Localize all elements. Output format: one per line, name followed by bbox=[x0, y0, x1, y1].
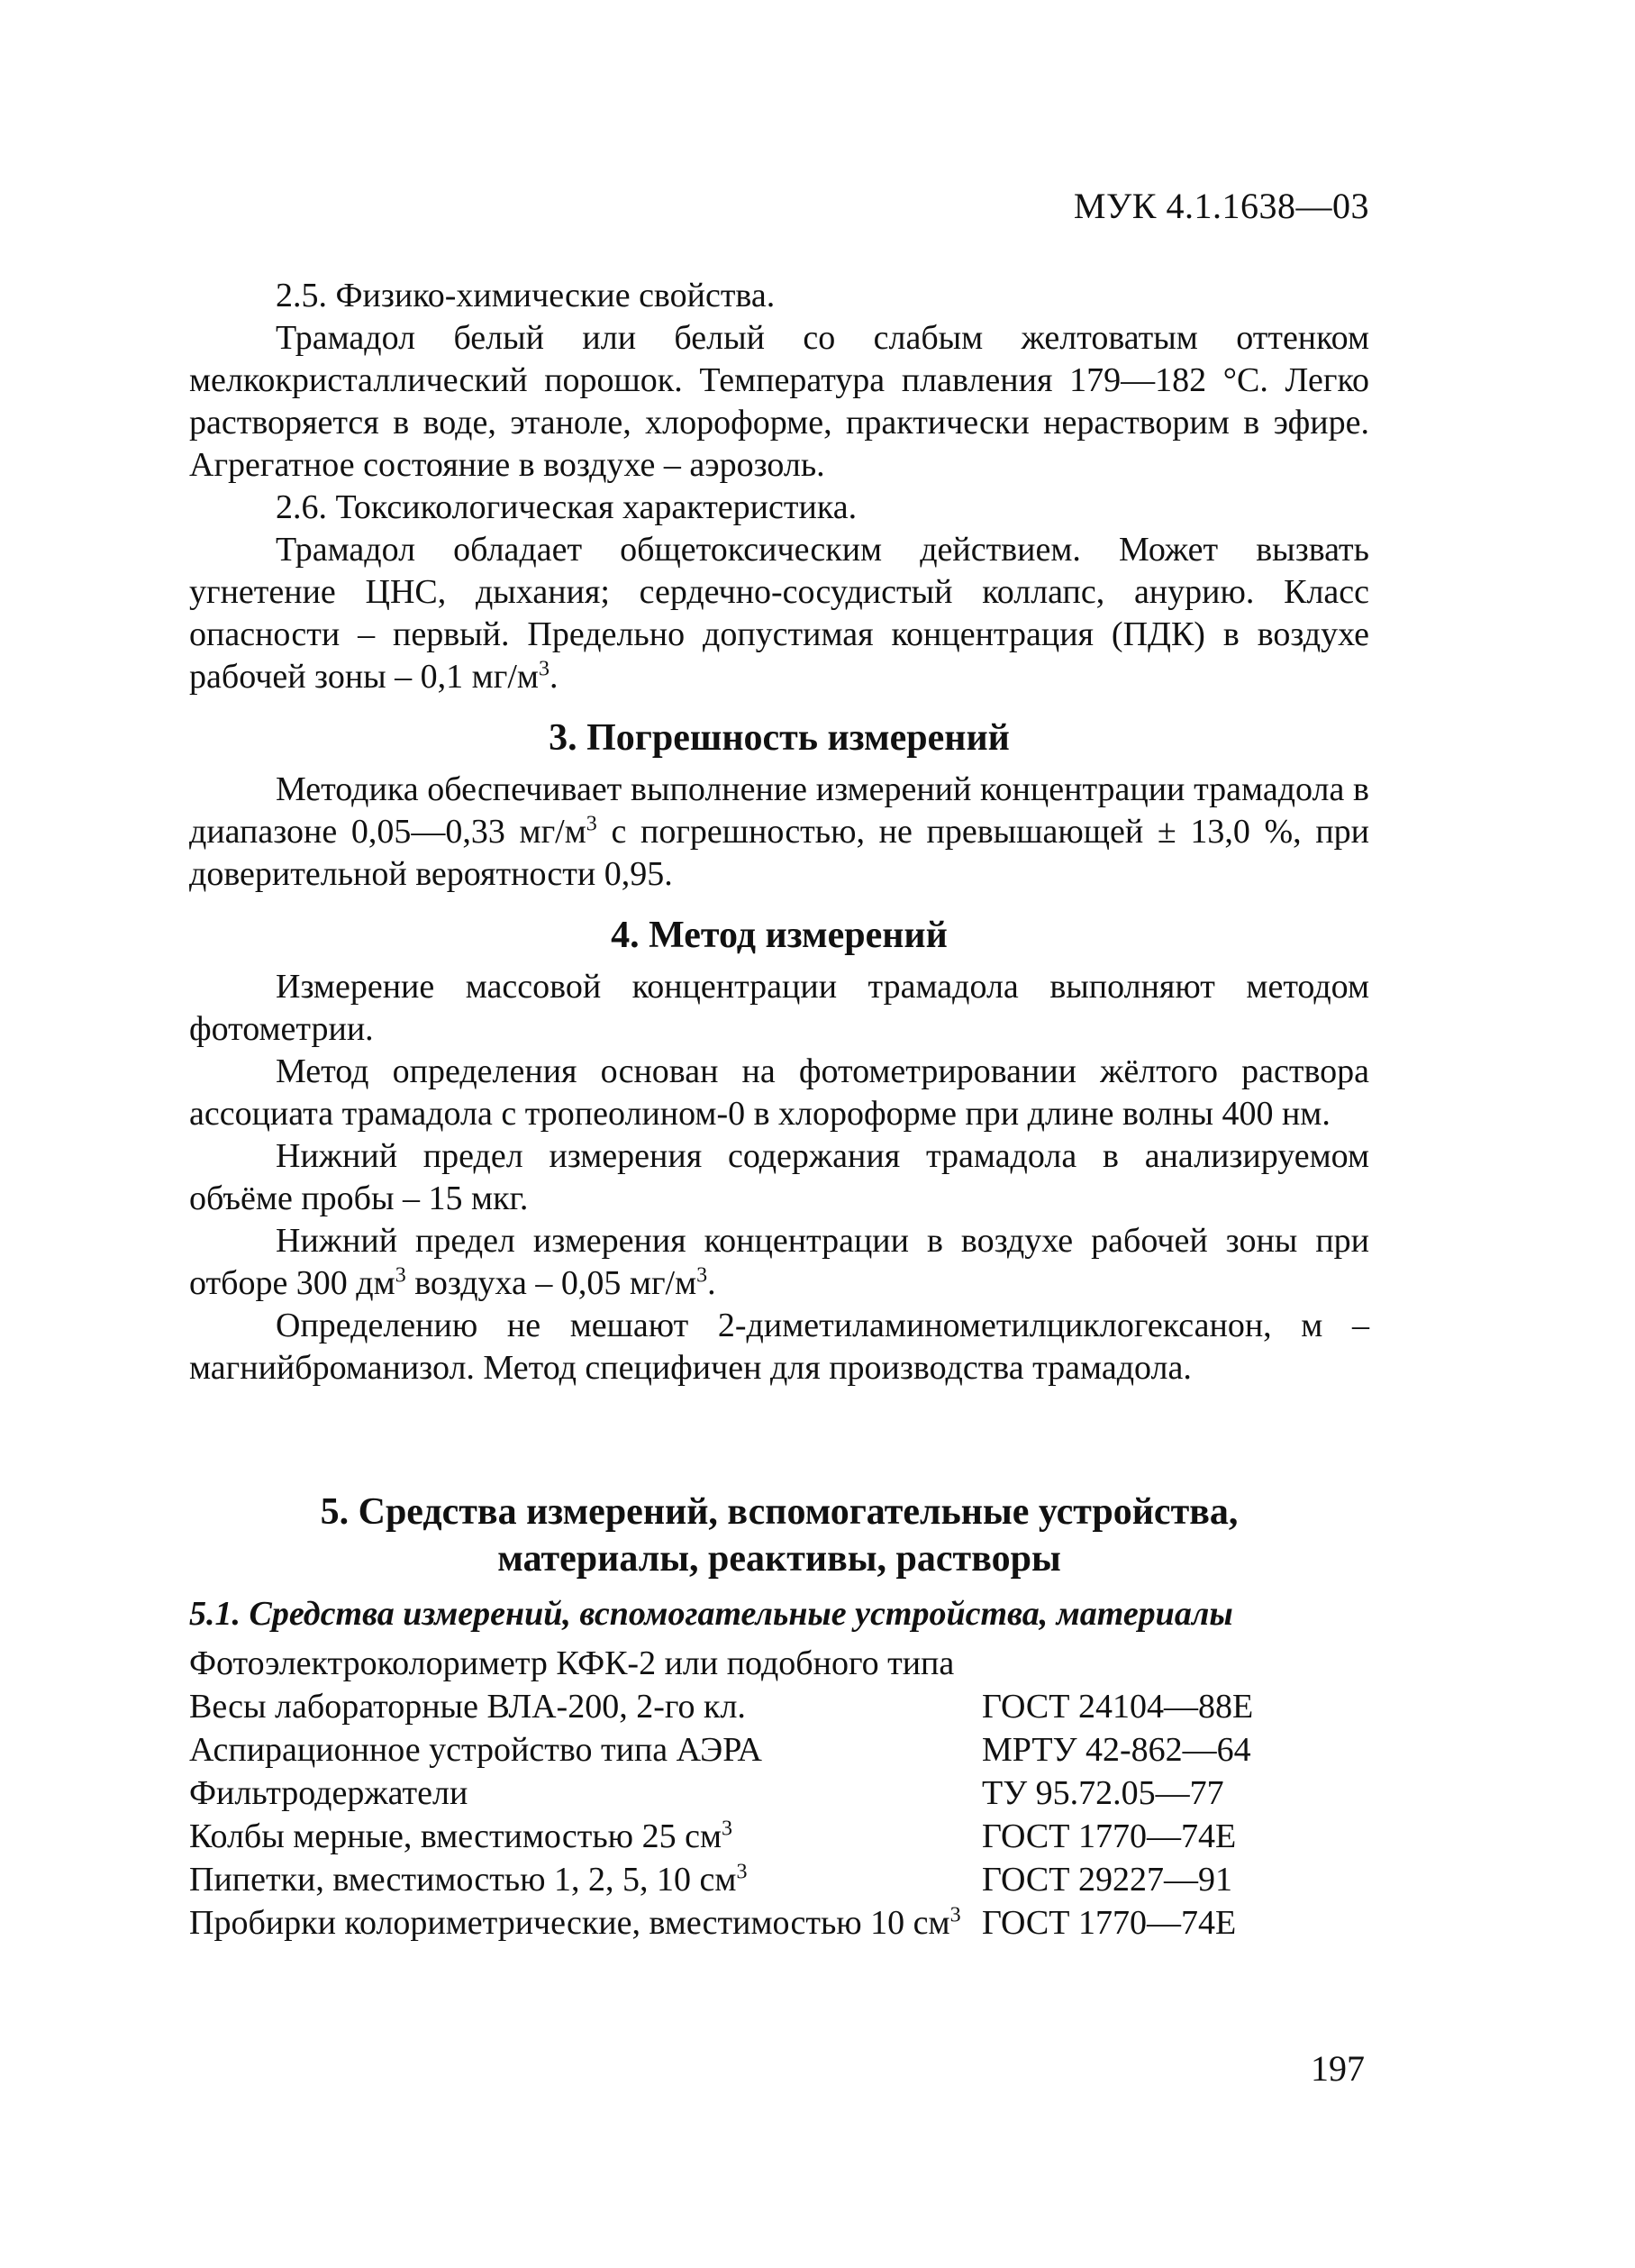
superscript: 3 bbox=[949, 1903, 961, 1927]
section-4-paragraph-3: Нижний предел измерения содержания трамадола в анализируемом объёме пробы – 15 мкг. bbox=[189, 1137, 1369, 1217]
equipment-name: Колбы мерные, вместимостью 25 см bbox=[189, 1817, 722, 1855]
equipment-row bbox=[189, 1728, 1369, 1772]
section-5-heading bbox=[189, 1489, 1369, 1582]
section-2-6-text-end: . bbox=[549, 658, 559, 696]
equipment-name: Весы лабораторные ВЛА-200, 2-го кл. bbox=[189, 1688, 746, 1726]
equipment-name-cell bbox=[189, 1728, 982, 1772]
superscript: 3 bbox=[586, 812, 597, 836]
equipment-row bbox=[189, 1858, 1369, 1901]
section-4-paragraph-5: Определению не мешают 2-диметиламинометилциклогексанон, м – магнийброманизол. Метод специфичен для производства трамадола. bbox=[189, 1307, 1369, 1387]
equipment-name-cell bbox=[189, 1815, 982, 1858]
section-2-6-text bbox=[189, 529, 1369, 698]
superscript: 3 bbox=[722, 1817, 732, 1841]
section-4-paragraph-2: Метод определения основан на фотометрировании жёлтого раствора ассоциата трамадола с тропеолином-0 в хлороформе при длине волны 400 нм. bbox=[189, 1052, 1369, 1133]
equipment-standard bbox=[982, 1642, 1369, 1685]
equipment-row bbox=[189, 1772, 1369, 1815]
equipment-name-cell bbox=[189, 1901, 982, 1945]
section-5-heading-line-1: 5. Средства измерений, вспомогательные устройства, bbox=[320, 1491, 1239, 1533]
equipment-name: Аспирационное устройство типа АЭРА bbox=[189, 1731, 762, 1769]
equipment-standard: ГОСТ 1770—74Е bbox=[982, 1904, 1237, 1942]
equipment-standard: ТУ 95.72.05—77 bbox=[982, 1774, 1224, 1812]
equipment-name: Пробирки колориметрические, вместимостью 10 см bbox=[189, 1904, 950, 1942]
section-2-5-text: Трамадол белый или белый со слабым желтоватым оттенком мелкокристаллический порошок. Температура плавления 179—182 °С. Легко растворяется в воде, этаноле, хлороформе, практически нерастворим в эфире. Агрегатное состояние в воздухе – аэрозоль. bbox=[189, 319, 1369, 484]
equipment-standard: МРТУ 42-862—64 bbox=[982, 1731, 1251, 1769]
section-5-block bbox=[189, 1489, 1369, 1945]
equipment-name: Фильтродержатели bbox=[189, 1774, 468, 1812]
superscript: 3 bbox=[696, 1263, 708, 1288]
equipment-name: Фотоэлектроколориметр КФК-2 или подобного типа bbox=[189, 1644, 955, 1682]
section-2-6-text-main: Трамадол обладает общетоксическим действием. Может вызвать угнетение ЦНС, дыхания; сердечно-сосудистый коллапс, анурию. Класс опасности – первый. Предельно допустимая концентрация (ПДК) в воздухе рабочей зоны – 0,1 мг/м bbox=[189, 531, 1369, 696]
main-text-block bbox=[189, 275, 1369, 1389]
page-number: 197 bbox=[1311, 2048, 1365, 2089]
superscript: 3 bbox=[538, 657, 550, 681]
superscript: 3 bbox=[395, 1263, 406, 1288]
section-5-1-subheading: 5.1. Средства измерений, вспомогательные устройства, материалы bbox=[189, 1595, 1233, 1633]
section-4-heading: 4. Метод измерений bbox=[611, 915, 948, 956]
equipment-name-cell bbox=[189, 1642, 982, 1685]
equipment-row bbox=[189, 1685, 1369, 1728]
equipment-row bbox=[189, 1815, 1369, 1858]
equipment-table bbox=[189, 1642, 1369, 1945]
equipment-name-cell bbox=[189, 1858, 982, 1901]
equipment-standard: ГОСТ 1770—74Е bbox=[982, 1817, 1237, 1855]
equipment-row bbox=[189, 1642, 1369, 1685]
superscript: 3 bbox=[736, 1860, 748, 1884]
equipment-name-cell bbox=[189, 1772, 982, 1815]
section-4-paragraph-4-b: воздуха – 0,05 мг/м bbox=[405, 1264, 697, 1302]
equipment-name: Пипетки, вместимостью 1, 2, 5, 10 см bbox=[189, 1861, 737, 1899]
equipment-standard: ГОСТ 24104—88Е bbox=[982, 1688, 1254, 1726]
document-code: МУК 4.1.1638—03 bbox=[1073, 186, 1369, 226]
section-3-text bbox=[189, 769, 1369, 896]
section-4-paragraph-4-a: Нижний предел измерения концентрации в воздухе рабочей зоны при отборе 300 дм bbox=[189, 1222, 1369, 1302]
section-2-5-title: 2.5. Физико-химические свойства. bbox=[276, 277, 776, 314]
section-5-heading-line-2: материалы, реактивы, растворы bbox=[497, 1538, 1061, 1580]
section-3-heading: 3. Погрешность измерений bbox=[549, 717, 1010, 759]
section-4-paragraph-4 bbox=[189, 1220, 1369, 1305]
equipment-name-cell bbox=[189, 1685, 982, 1728]
section-4-paragraph-4-c: . bbox=[707, 1264, 716, 1302]
section-2-6-title: 2.6. Токсикологическая характеристика. bbox=[276, 488, 858, 526]
equipment-standard: ГОСТ 29227—91 bbox=[982, 1861, 1232, 1899]
section-3-text-b: с погрешностью, не превышающей ± 13,0 %, при доверительной вероятности 0,95. bbox=[189, 813, 1369, 893]
section-3-text-a: Методика обеспечивает выполнение измерений концентрации трамадола в диапазоне 0,05—0,33 мг/м bbox=[189, 770, 1369, 851]
equipment-row bbox=[189, 1901, 1369, 1945]
section-4-paragraph-1: Измерение массовой концентрации трамадола выполняют методом фотометрии. bbox=[189, 968, 1369, 1048]
